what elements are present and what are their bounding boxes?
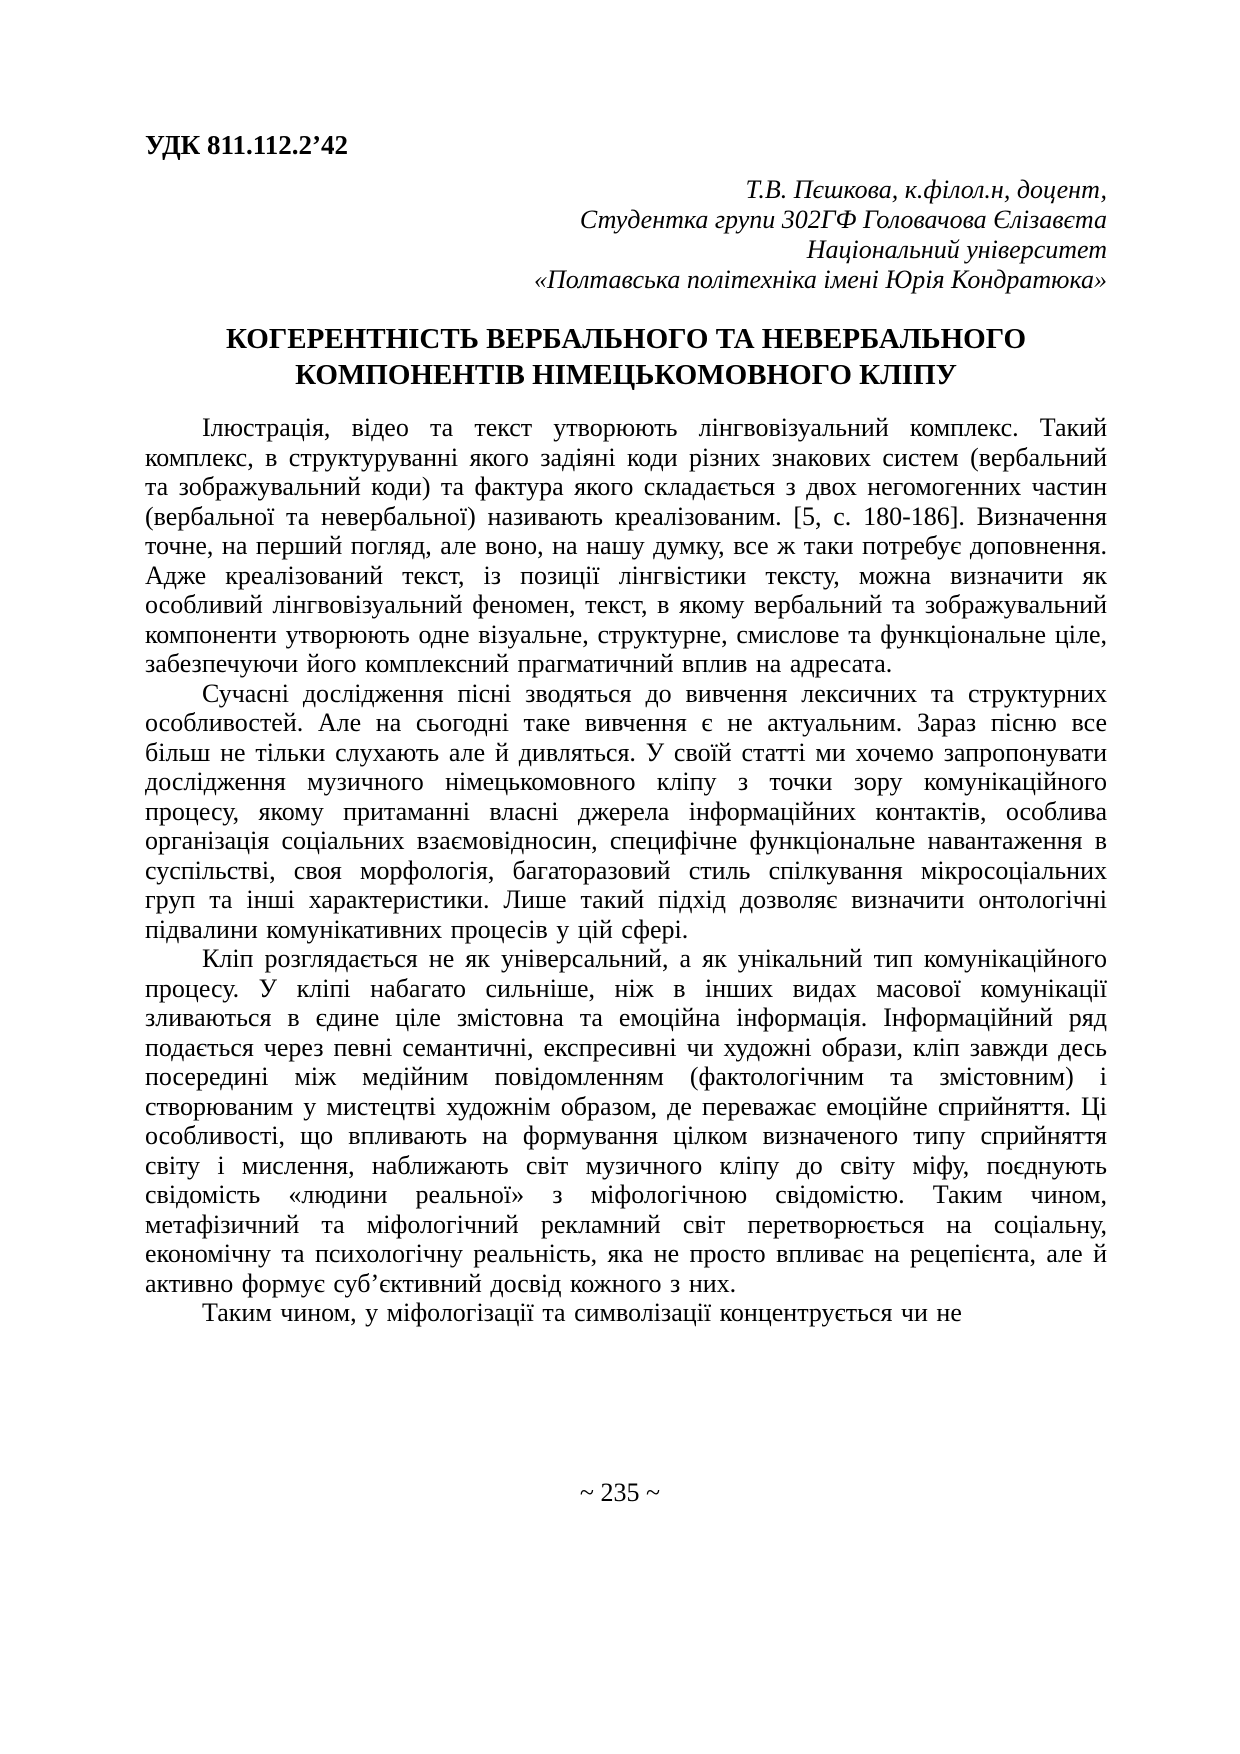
paragraph: Таким чином, у міфологізації та символізації концентрується чи не <box>202 1298 962 1327</box>
paragraph: Сучасні дослідження пісні зводяться до вивчення лексичних та структурних особливостей. Але на сьогодні таке вивчення є не актуальним. Зараз пісню все більш не тільки слухають але й дивляться. У своїй статті ми хочемо запропонувати дослідження музичного німецькомовного кліпу з точки зору комунікаційного процесу, якому притаманні власні джерела інформаційних контактів, особлива організація соціальних взаємовідносин, специфічне функціональне навантаження в суспільстві, своя морфологія, багаторазовий стиль спілкування мікросоціальних груп та інші характеристики. Лише такий підхід дозволяє визначити онтологічні підвалини комунікативних процесів у цій сфері. <box>145 678 1107 944</box>
page-number: ~ 235 ~ <box>579 1478 661 1507</box>
author-line: Національний університет <box>806 235 1107 264</box>
page-content <box>145 130 1107 1328</box>
paper-title: КОГЕРЕНТНІСТЬ ВЕРБАЛЬНОГО ТА НЕВЕРБАЛЬНОГО КОМПОНЕНТІВ НІМЕЦЬКОМОВНОГО КЛІПУ <box>225 323 1027 391</box>
udc-code: УДК 811.112.2’42 <box>145 130 349 160</box>
author-line: Т.В. Пєшкова, к.філол.н, доцент, <box>745 175 1107 204</box>
paragraph: Ілюстрація, відео та текст утворюють лінгвовізуальний комплекс. Такий комплекс, в структуруванні якого задіяні коди різних знакових систем (вербальний та зображувальний коди) та фактура якого складається з двох негомогенних частин (вербальної та невербальної) називають креалізованим. [5, с. 180-186]. Визначення точне, на перший погляд, але воно, на нашу думку, все ж таки потребує доповнення. Адже креалізований текст, із позиції лінгвістики тексту, можна визначити як особливий лінгвовізуальний феномен, текст, в якому вербальний та зображувальний компоненти утворюють одне візуальне, структурне, смислове та функціональне ціле, забезпечуючи його комплексний прагматичний вплив на адресата. <box>145 413 1107 678</box>
author-block <box>145 175 1107 295</box>
paragraph: Кліп розглядається не як універсальний, а як унікальний тип комунікаційного процесу. У кліпі набагато сильніше, ніж в інших видах масової комунікації зливаються в єдине ціле змістовна та емоційна інформація. Інформаційний ряд подається через певні семантичні, експресивні чи художні образи, кліп завжди десь посередині між медійним повідомленням (фактологічним та змістовним) і створюваним у мистецтві художнім образом, де переважає емоційне сприйняття. Ці особливості, що впливають на формування цілком визначеного типу сприйняття світу і мислення, наближають світ музичного кліпу до світу міфу, поєднують свідомість «людини реальної» з міфологічною свідомістю. Таким чином, метафізичний та міфологічний рекламний світ перетворюється на соціальну, економічну та психологічну реальність, яка не просто впливає на рецепієнта, але й активно формує суб’єктивний досвід кожного з них. <box>145 944 1107 1298</box>
article-body <box>145 413 1107 1328</box>
author-line: «Полтавська політехніка імені Юрія Кондратюка» <box>533 265 1107 294</box>
author-line: Студентка групи 302ГФ Головачова Єлізавєта <box>579 205 1107 234</box>
